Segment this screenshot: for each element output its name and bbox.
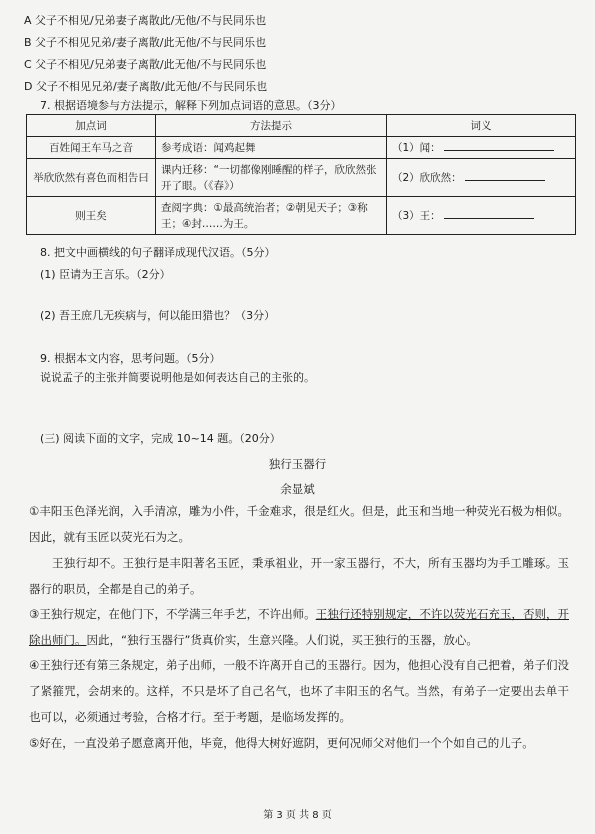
table-row: [27, 159, 576, 197]
option-d: D 父子不相见兄弟/妻子离散/此无他/不与民同乐也: [24, 80, 268, 93]
meaning-label: （2）欣欣然：: [392, 172, 462, 184]
q9-prompt: 9. 根据本文内容，思考问题。（5分）: [40, 352, 221, 365]
table-cell-meaning: [387, 137, 576, 159]
table-header: 词义: [387, 115, 576, 137]
paragraph-3-rest: 因此，“独行玉器行”货真价实，生意兴隆。人们说，买王独行的玉器，放心。: [86, 633, 478, 647]
underlined-sentence: 王独行还特别规定，不许以荧光石充玉，否则，开除出师门。: [29, 607, 569, 647]
option-c: C 父子不相见/兄弟妻子离散/此无他/不与民同乐也: [24, 58, 267, 71]
table-header: 加点词: [27, 115, 156, 137]
paragraph-4: ④王独行还有第三条规定，弟子出师，一般不许离开自己的玉器行。因为，他担心没有自己把着，弟子们没了紧箍咒，会胡来的。这样，不只是坏了自己名气，也坏了丰阳玉的名气。当然，有弟子一定要出去单干也可以，必须通过考验，合格才行。至于考题，是临场发挥的。: [29, 658, 569, 724]
q7-table: [26, 114, 576, 235]
q9-text: 说说孟子的主张并简要说明他是如何表达自己的主张的。: [40, 371, 315, 384]
section3-heading: (三) 阅读下面的文字，完成 10~14 题。（20分）: [40, 432, 281, 445]
answer-blank[interactable]: [465, 170, 545, 181]
table-cell-hint: 参考成语：闻鸡起舞: [156, 137, 387, 159]
table-header-row: [27, 115, 576, 137]
q7-prompt: 7. 根据语境参与方法提示，解释下列加点词语的意思。（3分）: [40, 99, 342, 112]
table-cell-word: 则王矣: [27, 197, 156, 235]
paragraph-1: ①丰阳玉色泽光润，入手清凉，雕为小件，千金难求，很是红火。但是，此玉和当地一种荧光石极为相似。因此，就有玉匠以荧光石为之。: [29, 504, 569, 544]
meaning-label: （1）闻：: [392, 142, 441, 154]
table-row: [27, 197, 576, 235]
table-cell-word: 举欣欣然有喜色而相告曰: [27, 159, 156, 197]
paragraph-3-text: ③王独行规定，在他门下，不学满三年手艺，不许出师。: [29, 607, 316, 621]
paragraph-5: ⑤好在，一直没弟子愿意离开他，毕竟，他得大树好遮阴，更何况师父对他们一个个如自己的儿子。: [29, 736, 534, 750]
option-a: A 父子不相见/兄弟妻子离散此/无他/不与民同乐也: [24, 14, 267, 27]
answer-blank[interactable]: [444, 140, 554, 151]
table-header: 方法提示: [156, 115, 387, 137]
table-cell-hint: 课内迁移：“一切都像刚睡醒的样子，欣欣然张开了眼。（《春》）: [156, 159, 387, 197]
page-footer: 第 3 页 共 8 页: [263, 810, 332, 821]
paragraph-2: 王独行却不。王独行是丰阳著名玉匠，秉承祖业，开一家玉器行，不大，所有玉器均为手工雕琢。玉器行的职员，全都是自己的弟子。: [29, 556, 569, 596]
paragraph-3: [29, 601, 569, 653]
q8-prompt: 8. 把文中画横线的句子翻译成现代汉语。（5分）: [40, 246, 276, 259]
story-title: 独行玉器行: [268, 457, 327, 471]
table-cell-meaning: [387, 159, 576, 197]
answer-blank[interactable]: [444, 208, 534, 219]
table-cell-word: 百姓闻王车马之音: [27, 137, 156, 159]
q8-item-1: (1) 臣请为王言乐。（2分）: [40, 268, 171, 281]
option-b: B 父子不相见兄弟/妻子离散/此无他/不与民同乐也: [24, 36, 267, 49]
story-author: 余显斌: [280, 482, 315, 496]
q8-item-2: (2) 吾王庶几无疾病与，何以能田猎也？（3分）: [40, 309, 276, 322]
table-row: [27, 137, 576, 159]
table-cell-hint: 查阅字典：①最高统治者；②朝见天子；③称王；④封……为王。: [156, 197, 387, 235]
meaning-label: （3）王：: [392, 210, 441, 222]
table-cell-meaning: [387, 197, 576, 235]
